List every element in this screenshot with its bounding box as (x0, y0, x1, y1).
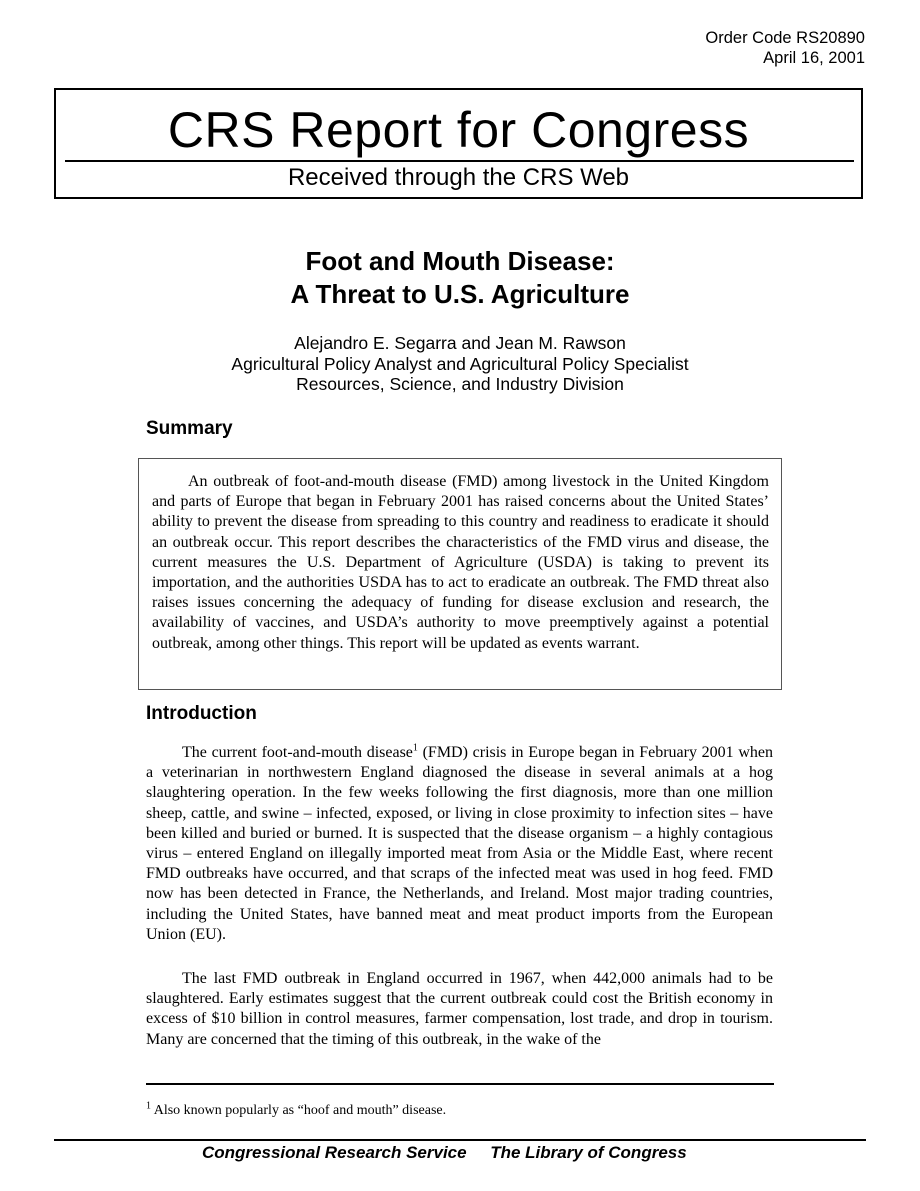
footer-left: Congressional Research Service (202, 1143, 467, 1162)
document-title (0, 245, 920, 311)
footnote-reference[interactable]: 1 (412, 742, 418, 754)
masthead (54, 88, 863, 199)
intro-paragraph-1-start: The current foot-and-mouth disease (182, 744, 413, 761)
author-names: Alejandro E. Segarra and Jean M. Rawson (294, 333, 626, 353)
intro-paragraph-2: The last FMD outbreak in England occurred in 1967, when 442,000 animals had to be slaughtered. Early estimates suggest that the current outbreak could cost the British economy in excess of $10 billion in control measures, farmer compensation, lost trade, and drop in tourism. Many are concerned that the timing of this outbreak, in the wake of the (146, 970, 773, 1048)
masthead-title: CRS Report for Congress (167, 102, 750, 158)
introduction-heading: Introduction (146, 703, 257, 724)
masthead-rule (65, 160, 854, 162)
author-roles: Agricultural Policy Analyst and Agricultural Policy Specialist (231, 353, 689, 374)
author-division: Resources, Science, and Industry Division (296, 374, 624, 394)
footer-right: The Library of Congress (490, 1143, 687, 1162)
report-date: April 16, 2001 (763, 49, 865, 67)
summary-heading: Summary (146, 418, 233, 439)
masthead-subtitle: Received through the CRS Web (287, 164, 630, 191)
intro-paragraph-1 (146, 743, 773, 945)
order-code: Order Code RS20890 (705, 29, 865, 47)
footnote-text: Also known popularly as “hoof and mouth” disease. (151, 1103, 447, 1118)
order-info (705, 28, 865, 68)
document-title-line1: Foot and Mouth Disease: (305, 246, 615, 276)
summary-box (138, 458, 782, 690)
footer (202, 1142, 687, 1164)
intro-paragraph-1-rest: (FMD) crisis in Europe began in February 2001 when a veterinarian in northwestern England diagnosed the disease in several animals at a hog slaughtering operation. In the few weeks following the first diagnosis, more than one million sheep, cattle, and swine – infected, exposed, or living in close proximity to infection sites – have been killed and buried or burned. It is suspected that the disease organism – a highly contagious virus – entered England on illegally imported meat from Asia or the Middle East, where recent FMD outbreaks have occurred, and that scraps of the infected meat was used in hog feed. FMD now has been detected in France, the Netherlands, and Ireland. Most major trading countries, including the United States, have banned meat and meat product imports from the European Union (EU). (146, 744, 773, 943)
author-block (0, 333, 920, 395)
footnote-divider (146, 1083, 774, 1085)
summary-text: An outbreak of foot-and-mouth disease (FMD) among livestock in the United Kingdom and parts of Europe that began in February 2001 has raised concerns about the United States’ ability to prevent the disease from spreading to this country and readiness to eradicate it should an outbreak occur. This report describes the characteristics of the FMD virus and disease, the current measures the U.S. Department of Agriculture (USDA) is taking to prevent its importation, and the authorities USDA has to act to eradicate an outbreak. The FMD threat also raises issues concerning the adequacy of funding for disease exclusion and research, the availability of vaccines, and USDA’s authority to move preemptively against a potential outbreak, among other things. This report will be updated as events warrant. (152, 473, 769, 652)
document-title-line2: A Threat to U.S. Agriculture (290, 279, 630, 309)
footnote-mark: 1 (146, 1100, 151, 1112)
footer-divider (54, 1139, 866, 1141)
footnote (146, 1102, 446, 1120)
